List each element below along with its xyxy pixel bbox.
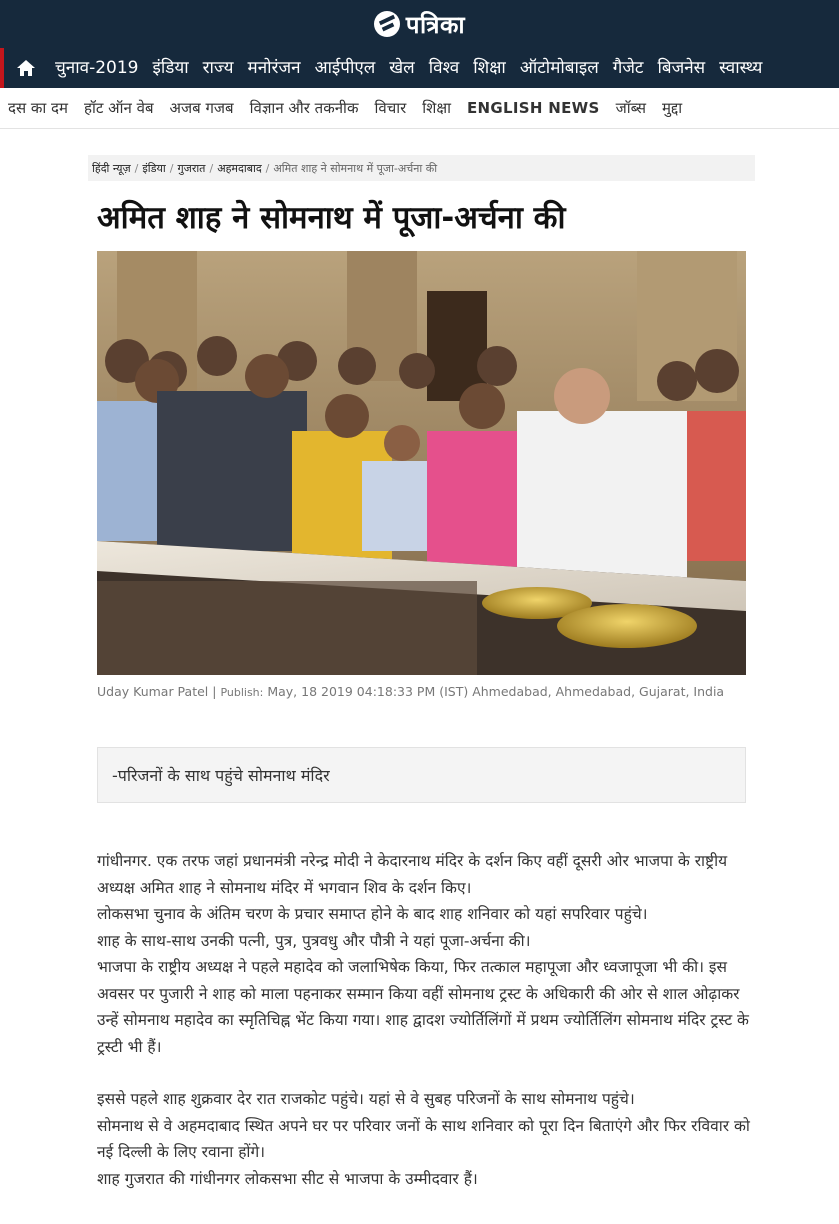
nav-item-automobile[interactable]: ऑटोमोबाइल (519, 58, 599, 78)
nav-item-chunav[interactable]: चुनाव-2019 (55, 58, 139, 78)
logo-text: पत्रिका (405, 10, 466, 39)
byline-divider: | (212, 684, 221, 699)
publish-label: Publish: (220, 686, 264, 699)
nav-item-vishwa[interactable]: विश्व (428, 58, 460, 78)
article-headline: अमित शाह ने सोमनाथ में पूजा-अर्चना की (97, 200, 566, 236)
article-paragraph: शाह के साथ-साथ उनकी पत्नी, पुत्र, पुत्रवधु और पौत्री ने यहां पूजा-अर्चना की। (97, 931, 531, 950)
nav-item-business[interactable]: बिजनेस (657, 58, 706, 78)
breadcrumb-item-hindi-news[interactable]: हिंदी न्यूज़ (92, 161, 131, 175)
sub-nav (0, 88, 839, 129)
logo-icon (374, 11, 400, 37)
site-logo[interactable] (374, 8, 465, 41)
article-paragraph: लोकसभा चुनाव के अंतिम चरण के प्रचार समाप्त होने के बाद शाह शनिवार को यहां सपरिवार पहुंचे। (97, 905, 648, 923)
article-location: Ahmedabad, Ahmedabad, Gujarat, India (472, 684, 725, 699)
article-paragraph: इससे पहले शाह शुक्रवार देर रात राजकोट पहुंचे। यहां से वे सुबह परिजनों के साथ सोमनाथ पहुंचे। (97, 1090, 635, 1108)
home-icon[interactable] (4, 48, 48, 88)
nav-item-ipl[interactable]: आईपीएल (314, 58, 376, 78)
subnav-item-ajab-gajab[interactable]: अजब गजब (169, 99, 234, 117)
breadcrumb-separator: / (209, 161, 214, 175)
article-paragraph: गांधीनगर. एक तरफ जहां प्रधानमंत्री नरेन्द्र मोदी ने केदारनाथ मंदिर के दर्शन किए वहीं दूसरी ओर भाजपा के राष्ट्रीय अध्यक्ष अमित शाह ने सोमनाथ मंदिर में भगवान शिव के दर्शन किए। (97, 852, 728, 897)
breadcrumb (88, 155, 755, 181)
author-name[interactable]: Uday Kumar Patel (97, 684, 209, 699)
breadcrumb-item-india[interactable]: इंडिया (142, 161, 166, 175)
article-photo (97, 251, 746, 675)
nav-item-manoranjan[interactable]: मनोरंजन (247, 58, 301, 78)
nav-item-rajya[interactable]: राज्य (202, 58, 234, 78)
nav-item-khel[interactable]: खेल (389, 58, 415, 78)
article-summary: -परिजनों के साथ पहुंचे सोमनाथ मंदिर (97, 747, 746, 803)
breadcrumb-separator: / (169, 161, 174, 175)
article-paragraph: सोमनाथ से वे अहमदाबाद स्थित अपने घर पर परिवार जनों के साथ शनिवार को पूरा दिन बिताएंगे और फिर रविवार को नई दिल्ली के लिए रवाना होंगे। (97, 1116, 750, 1161)
nav-item-gadget[interactable]: गैजेट (612, 58, 644, 78)
nav-item-india[interactable]: इंडिया (152, 58, 189, 78)
article-paragraph: शाह गुजरात की गांधीनगर लोकसभा सीट से भाजपा के उम्मीदवार हैं। (97, 1169, 478, 1188)
article-body (97, 848, 757, 1192)
subnav-item-vigyan[interactable]: विज्ञान और तकनीक (249, 99, 359, 117)
subnav-item-das-ka-dam[interactable]: दस का दम (8, 99, 68, 117)
nav-item-swasthya[interactable]: स्वास्थ्य (719, 58, 763, 78)
subnav-item-jobs[interactable]: जॉब्स (615, 99, 646, 117)
subnav-item-english-news[interactable]: ENGLISH NEWS (466, 99, 600, 117)
subnav-item-mudda[interactable]: मुद्दा (661, 99, 683, 117)
article-byline (97, 684, 757, 699)
breadcrumb-separator: / (134, 161, 139, 175)
breadcrumb-current: अमित शाह ने सोमनाथ में पूजा-अर्चना की (273, 161, 438, 175)
main-nav (0, 48, 839, 88)
nav-item-shiksha[interactable]: शिक्षा (473, 58, 506, 78)
breadcrumb-separator: / (265, 161, 270, 175)
subnav-item-vichar[interactable]: विचार (374, 99, 407, 117)
site-header (0, 0, 839, 48)
subnav-item-shiksha[interactable]: शिक्षा (422, 99, 451, 117)
breadcrumb-item-gujarat[interactable]: गुजरात (177, 161, 206, 175)
publish-date: May, 18 2019 04:18:33 PM (IST) (267, 684, 469, 699)
subnav-item-hot-on-web[interactable]: हॉट ऑन वेब (83, 99, 154, 117)
article-paragraph: भाजपा के राष्ट्रीय अध्यक्ष ने पहले महादेव को जलाभिषेक किया, फिर तत्काल महापूजा और ध्वजापूजा भी की। इस अवसर पर पुजारी ने शाह को माला पहनाकर सम्मान किया वहीं सोमनाथ ट्रस्ट के अधिकारी की ओर से शाल ओढ़ाकर उन्हें सोमनाथ महादेव का स्मृतिचिह्न भेंट किया गया। शाह द्वादश ज्योर्तिलिंगों में प्रथम ज्योर्तिलिंग सोमनाथ मंदिर ट्रस्ट के ट्रस्टी भी हैं। (97, 958, 749, 1056)
breadcrumb-item-ahmedabad[interactable]: अहमदाबाद (217, 161, 262, 175)
paragraph-gap (97, 1060, 757, 1086)
